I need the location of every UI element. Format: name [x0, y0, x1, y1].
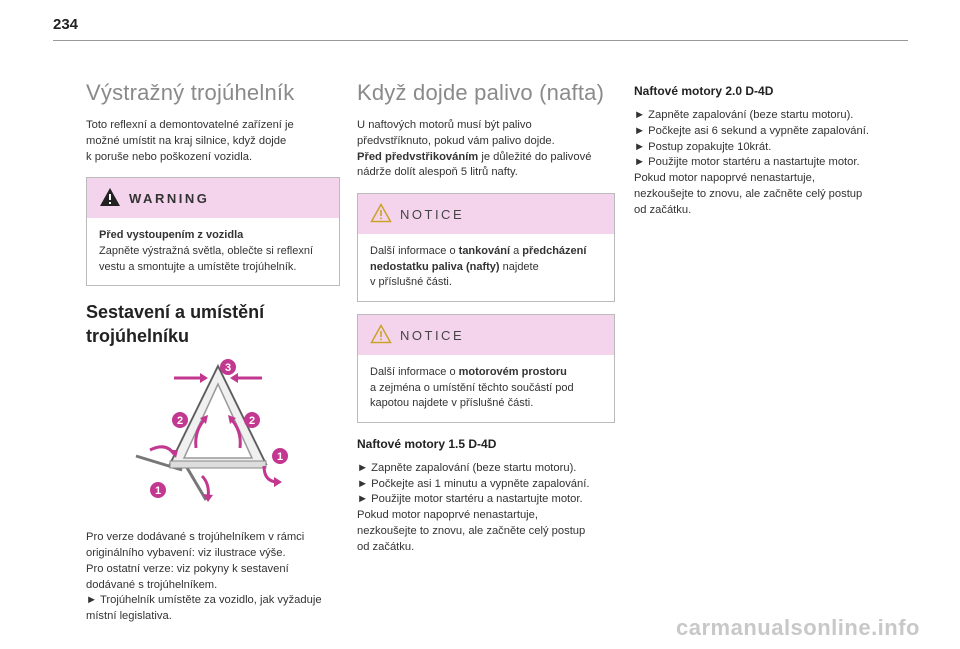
column-fuel: [357, 80, 615, 556]
warning-bold: Před vystoupením z vozidla: [99, 229, 244, 242]
step-badge-2-left: [172, 412, 188, 428]
warning-box: [86, 177, 340, 286]
warning-box-header: [87, 178, 339, 218]
svg-text:1: 1: [154, 485, 162, 498]
step-badge-1-right: [272, 448, 288, 464]
triangle-assembly-illustration: [114, 358, 314, 516]
step-badge-1-left: [150, 482, 166, 498]
assembly-title: Sestavení a umístění trojúhelníku: [86, 302, 265, 347]
column-engine-20: [634, 84, 894, 219]
svg-text:2: 2: [176, 415, 184, 428]
notice-box-engine: [357, 314, 615, 423]
notice-icon: [370, 203, 392, 223]
engine-15-title: Naftové motory 1.5 D-4D: [357, 436, 497, 451]
column-warning-triangle: [86, 80, 340, 625]
svg-text:1: 1: [276, 451, 284, 464]
section-title-fuel: Když dojde palivo (nafta): [357, 80, 605, 105]
page-number: 234: [53, 16, 79, 33]
section-title-triangle: Výstražný trojúhelník: [86, 80, 295, 105]
step-badge-3: [220, 359, 236, 375]
notice-box-header: [358, 194, 614, 234]
notice-box-header: [358, 315, 614, 355]
engine-20-title: Naftové motory 2.0 D-4D: [634, 84, 774, 98]
triangle-instructions: Pro verze dodávané s trojúhelníkem v rámci originálního vybavení: viz ilustrace výše. Pro ostatní verze: viz pokyny k sestavení dodávané s trojúhelníkem. ► Trojúhelník umístěte za vozidlo, jak vyžaduje místní legislativa.: [86, 531, 322, 623]
engine-15-steps: ► Zapněte zapalování (beze startu motoru). ► Počkejte asi 1 minutu a vypněte zapalování. ► Použijte motor startéru a nastartujte motor. Pokud motor napoprvé nenastartuje, nezkoušejte to znovu, ale začněte celý postup od začátku.: [357, 461, 590, 553]
top-rule: [53, 40, 908, 41]
warning-icon: [99, 187, 121, 207]
engine-20-steps: ► Zapněte zapalování (beze startu motoru). ► Počkejte asi 6 sekund a vypněte zapalování. ► Postup zopakujte 10krát. ► Použijte motor startéru a nastartujte motor. Pokud motor napoprvé nenastartuje, nezkoušejte to znovu, ale začněte celý postup od začátku.: [634, 109, 869, 216]
notice-box-body: Další informace o motorovém prostoru a zejména o umístění těchto součástí pod kapotou najdete v příslušné části.: [370, 365, 574, 410]
svg-text:3: 3: [224, 362, 232, 375]
notice-label: NOTICE: [400, 327, 465, 343]
triangle-intro: Toto reflexní a demontovatelné zařízení je možné umístit na kraj silnice, když dojde k poruše nebo poškození vozidla.: [86, 119, 294, 163]
step-badge-2-right: [244, 412, 260, 428]
notice-label: NOTICE: [400, 207, 465, 223]
fuel-intro: U naftových motorů musí být palivo předvstříknuto, pokud vám palivo dojde. Před předvstřikováním je důležité do palivové nádrže dolít alespoň 5 litrů nafty.: [357, 119, 592, 179]
notice-box-refuelling: [357, 193, 615, 302]
watermark: carmanualsonline.info: [676, 615, 920, 640]
svg-text:2: 2: [248, 415, 256, 428]
notice-box-body: Další informace o tankování a předcházení nedostatku paliva (nafty) najdete v příslušné části.: [370, 245, 587, 289]
warning-label: WARNING: [129, 191, 210, 207]
notice-icon: [370, 324, 392, 344]
warning-box-body: Před vystoupením z vozidla Zapněte výstražná světla, oblečte si reflexní vestu a smontujte a umístěte trojúhelník.: [99, 229, 313, 273]
